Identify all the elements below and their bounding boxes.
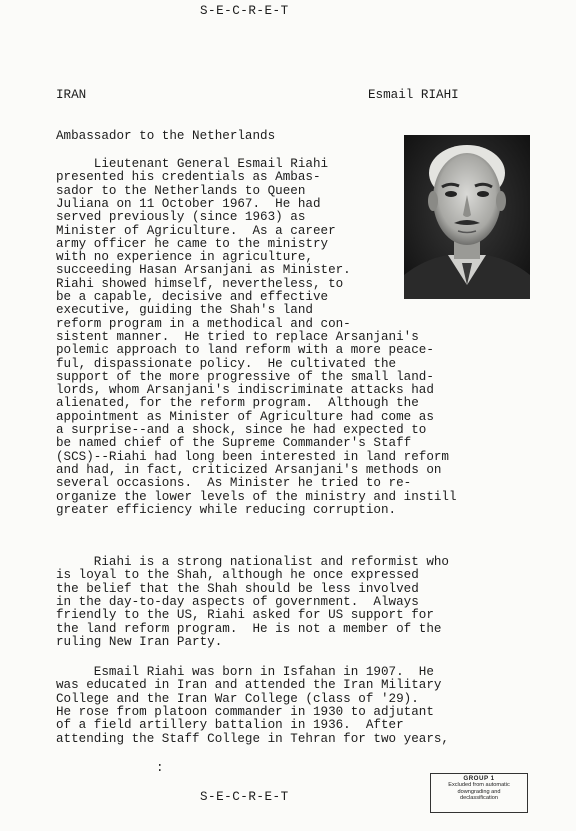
group-stamp-line: Excluded from automatic bbox=[448, 782, 510, 789]
body-text-line: and had, in fact, criticized Arsanjani's methods on bbox=[56, 462, 442, 477]
body-text-line: He rose from platoon commander in 1930 to adjutant bbox=[56, 704, 434, 719]
subject-portrait-photo bbox=[404, 135, 530, 299]
body-text-line: Riahi is a strong nationalist and reformist who bbox=[56, 555, 449, 569]
body-text-line: served previously (since 1963) as bbox=[56, 210, 306, 225]
group-stamp-line: downgrading and bbox=[457, 788, 501, 795]
body-text-line: ruling New Iran Party. bbox=[56, 634, 223, 649]
body-text-line: Lieutenant General Esmail Riahi bbox=[56, 157, 329, 171]
body-text-line: a surprise--and a shock, since he had expected to bbox=[56, 423, 427, 437]
body-text-line: be named chief of the Supreme Commander's Staff bbox=[56, 436, 412, 451]
body-text-line: succeeding Hasan Arsanjani as Minister. bbox=[56, 263, 351, 278]
body-text-line: ful, dispassionate policy. He cultivated the bbox=[56, 356, 397, 371]
body-text-line: Juliana on 11 October 1967. He had bbox=[56, 196, 321, 211]
body-text-line: appointment as Minister of Agriculture had come as bbox=[56, 409, 434, 424]
body-text-line: (SCS)--Riahi had long been interested in land reform bbox=[56, 449, 449, 464]
body-text-line: support of the more progressive of the small land- bbox=[56, 369, 434, 384]
body-text-line: executive, guiding the Shah's land bbox=[56, 303, 313, 318]
body-text-line: greater efficiency while reducing corruption. bbox=[56, 502, 397, 517]
body-text-line: reform program in a methodical and con- bbox=[56, 316, 351, 331]
body-text-line: sistent manner. He tried to replace Arsanjani's bbox=[56, 329, 419, 344]
body-text-line: lords, whom Arsanjani's indiscriminate attacks had bbox=[56, 383, 434, 398]
body-text-line: sador to the Netherlands to Queen bbox=[56, 183, 306, 198]
classification-bottom: S-E-C-R-E-T bbox=[200, 790, 289, 804]
body-text-line: Riahi showed himself, nevertheless, to bbox=[56, 276, 344, 291]
page-mark: : bbox=[156, 761, 164, 775]
country-label: IRAN bbox=[56, 88, 87, 102]
body-text-line: the land reform program. He is not a member of the bbox=[56, 621, 442, 636]
body-text-line: of a field artillery battalion in 1936. After bbox=[56, 718, 404, 733]
subject-name: Esmail RIAHI bbox=[368, 88, 459, 102]
body-text-line: College and the Iran War College (class of '29). bbox=[56, 691, 419, 706]
body-text-line: is loyal to the Shah, although he once expressed bbox=[56, 568, 419, 583]
body-text-line: the belief that the Shah should be less involved bbox=[56, 581, 419, 596]
body-text-line: several occasions. As Minister he tried to re- bbox=[56, 476, 412, 491]
group-stamp-line: declassification bbox=[460, 795, 498, 802]
body-text-line: friendly to the US, Riahi asked for US support for bbox=[56, 608, 434, 623]
body-text-line: presented his credentials as Ambas- bbox=[56, 170, 321, 185]
position-title: Ambassador to the Netherlands bbox=[56, 129, 276, 143]
body-text-line: polemic approach to land reform with a more peace- bbox=[56, 343, 434, 358]
body-text-line: Minister of Agriculture. As a career bbox=[56, 223, 336, 238]
body-text-line: was educated in Iran and attended the Iran Military bbox=[56, 678, 442, 693]
body-text-line: organize the lower levels of the ministry and instill bbox=[56, 489, 457, 504]
body-text-line: attending the Staff College in Tehran for two years, bbox=[56, 731, 449, 746]
group-declassification-stamp bbox=[430, 773, 528, 813]
classification-top: S-E-C-R-E-T bbox=[200, 4, 289, 18]
body-text-line: alienated, for the reform program. Although the bbox=[56, 396, 419, 411]
body-text-line: army officer he came to the ministry bbox=[56, 236, 329, 251]
group-stamp-title: GROUP 1 bbox=[463, 775, 495, 782]
body-text-line: in the day-to-day aspects of government. Always bbox=[56, 594, 419, 609]
body-text-line: Esmail Riahi was born in Isfahan in 1907. He bbox=[56, 665, 434, 679]
body-text-line: be a capable, decisive and effective bbox=[56, 290, 329, 304]
body-text-line: with no experience in agriculture, bbox=[56, 250, 313, 265]
